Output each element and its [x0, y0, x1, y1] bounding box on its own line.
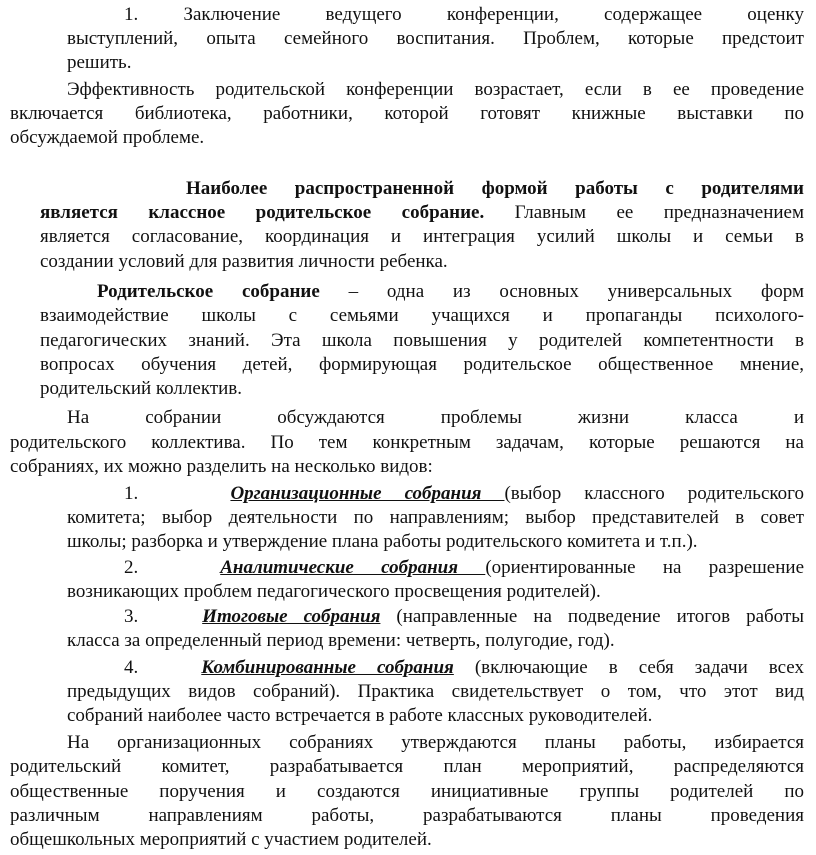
- paragraph-2-line-1: Наиболее распространенной формой работы с родителями: [186, 178, 804, 199]
- meeting-type-1-line-3: школы; разборка и утверждение плана работы родительского комитета и т.п.).: [67, 531, 698, 552]
- paragraph-2-line-2: является классное родительское собрание. Главным ее предназначением: [40, 202, 804, 223]
- meeting-type-3-line-2: класса за определенный период времени: четверть, полугодие, год).: [67, 630, 615, 651]
- meeting-type-3-line-1: 3. Итоговые собрания (направленные на подведение итогов работы: [124, 606, 804, 627]
- paragraph-5-line-3: общественные поручения и создаются инициативные группы родителей по: [10, 781, 804, 802]
- paragraph-2-line-3: является согласование, координация и интеграция усилий школы и семьи в: [40, 226, 804, 247]
- meeting-type-name: Итоговые собрания: [202, 606, 381, 627]
- meeting-type-name: Организационные собрания: [230, 483, 505, 504]
- paragraph-5-line-1: На организационных собраниях утверждаются планы работы, избирается: [67, 732, 804, 753]
- paragraph-5-line-5: общешкольных мероприятий с участием родителей.: [10, 829, 432, 850]
- paragraph-1-line-1: Эффективность родительской конференции возрастает, если в ее проведение: [67, 79, 804, 100]
- paragraph-3-line-2: взаимодействие школы с семьями учащихся и пропаганды психолого-: [40, 305, 804, 326]
- paragraph-4-line-1: На собрании обсуждаются проблемы жизни класса и: [67, 407, 804, 428]
- paragraph-5-line-4: различным направлениям работы, разрабатываются планы проведения: [10, 805, 804, 826]
- meeting-type-1-line-2: комитета; выбор деятельности по направлениям; выбор представителей в совет: [67, 507, 804, 528]
- meeting-type-4-line-2: предыдущих видов собраний). Практика свидетельствует о том, что этот вид: [67, 681, 804, 702]
- paragraph-3-line-1: Родительское собрание – одна из основных универсальных форм: [97, 281, 804, 302]
- meeting-type-4-line-3: собраний наиболее часто встречается в работе классных руководителей.: [67, 705, 653, 726]
- meeting-type-name: Комбинированные собрания: [201, 657, 454, 678]
- paragraph-4-line-2: родительского коллектива. По тем конкретным задачам, которые решаются на: [10, 432, 804, 453]
- paragraph-1-line-3: обсуждаемой проблеме.: [10, 127, 205, 148]
- list-number: 1.: [124, 4, 139, 25]
- paragraph-3-line-5: родительский коллектив.: [40, 378, 243, 399]
- meeting-type-2-line-2: возникающих проблем педагогического просвещения родителей).: [67, 581, 601, 602]
- paragraph-3-line-4: вопросах обучения детей, формирующая родительское общественное мнение,: [40, 354, 804, 375]
- paragraph-4-line-3: собраниях, их можно разделить на несколько видов:: [10, 456, 433, 477]
- meeting-type-2-line-1: 2. Аналитические собрания (ориентированные на разрешение: [124, 557, 804, 578]
- paragraph-2-line-4: создании условий для развития личности ребенка.: [40, 251, 448, 272]
- paragraph-5-line-2: родительский комитет, разрабатывается план мероприятий, распределяются: [10, 756, 804, 777]
- meeting-type-4-line-1: 4. Комбинированные собрания (включающие в себя задачи всех: [124, 657, 804, 678]
- paragraph-3-line-3: педагогических знаний. Эта школа повышения у родителей компетентности в: [40, 330, 804, 351]
- paragraph-1-line-2: включается библиотека, работники, которой готовят книжные выставки по: [10, 103, 804, 124]
- meeting-type-name: Аналитические собрания: [220, 557, 486, 578]
- meeting-type-1-line-1: 1. Организационные собрания (выбор классного родительского: [124, 483, 804, 504]
- list-item-1-line-1: 1. Заключение ведущего конференции, содержащее оценку: [124, 3, 804, 27]
- list-item-1-line-2: выступлений, опыта семейного воспитания. Проблем, которые предстоит: [67, 28, 804, 49]
- list-item-1-line-3: решить.: [67, 52, 132, 73]
